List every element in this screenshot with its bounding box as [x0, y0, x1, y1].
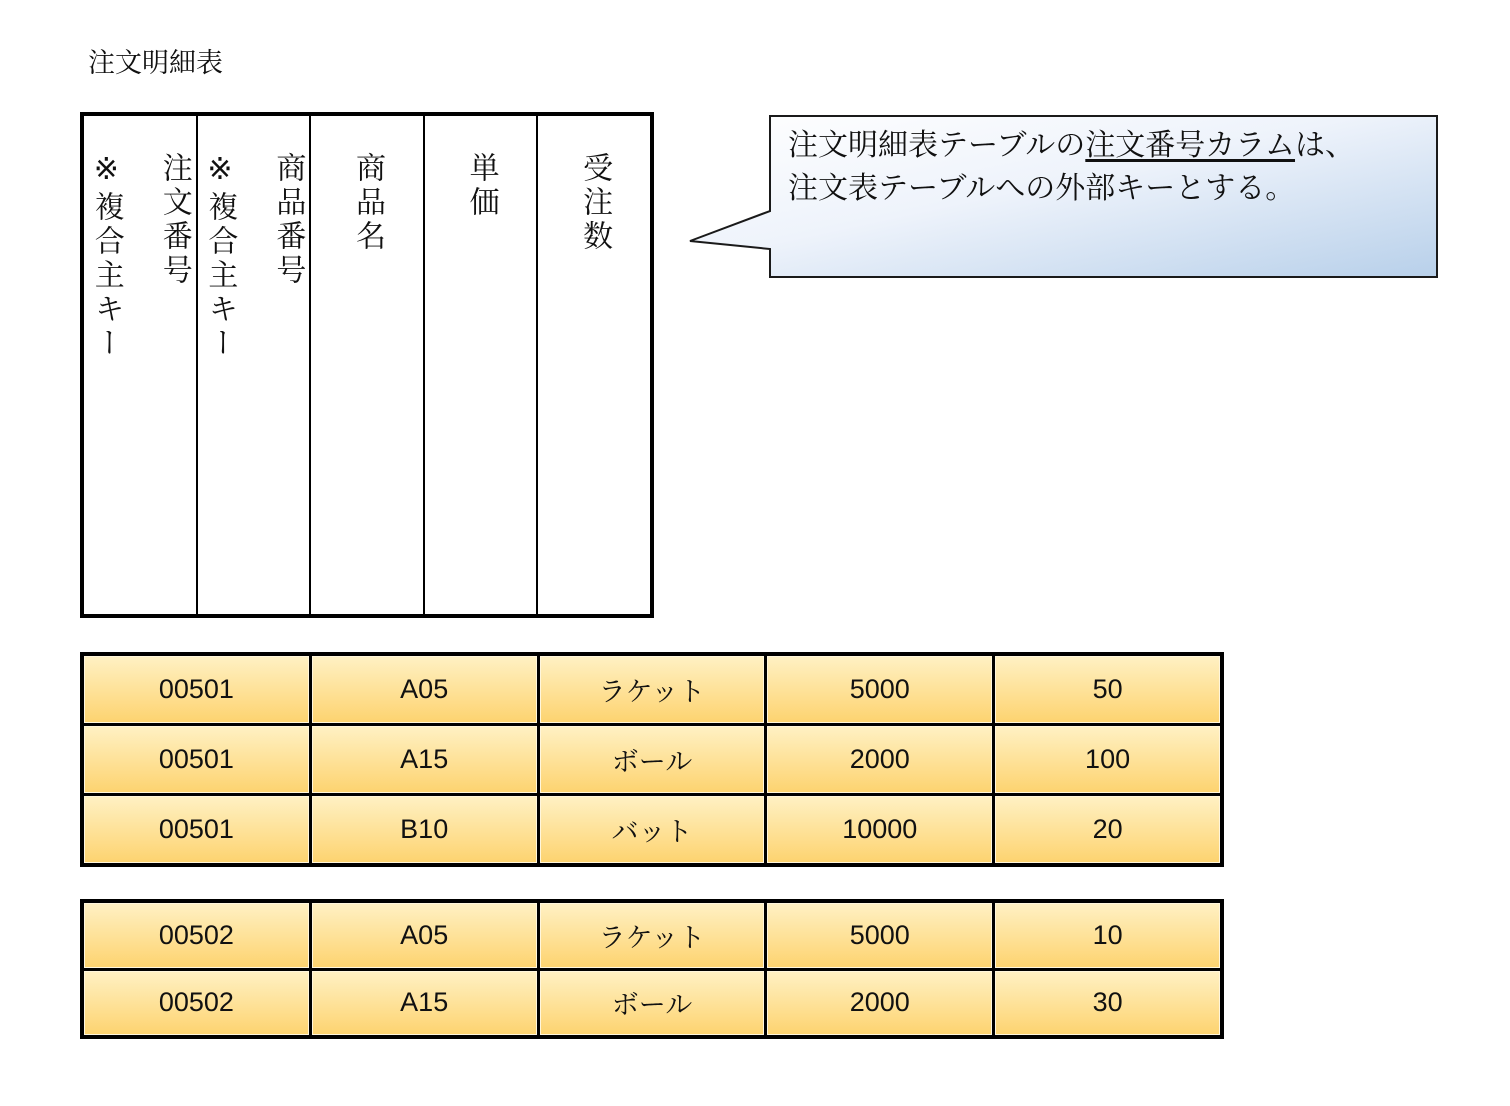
order-detail-group-2 — [80, 899, 1224, 1039]
unit-price-cell: 5000 — [767, 656, 992, 723]
page-title: 注文明細表 — [88, 48, 223, 79]
product-number-cell: A05 — [312, 903, 537, 968]
schema-label: 単価 — [463, 152, 499, 220]
product-name-cell: バット — [540, 796, 765, 863]
product-number-cell: A15 — [312, 971, 537, 1036]
quantity-cell: 100 — [995, 726, 1220, 793]
product-number-cell: A15 — [312, 726, 537, 793]
schema-label: 商品名 — [349, 152, 385, 254]
order-number-cell: 00502 — [84, 903, 309, 968]
order-number-cell: 00501 — [84, 656, 309, 723]
product-name-cell: ボール — [540, 971, 765, 1036]
product-name-cell: ボール — [540, 726, 765, 793]
table-row — [84, 903, 1220, 968]
product-number-cell: B10 — [312, 796, 537, 863]
table-row — [84, 796, 1220, 863]
order-number-cell: 00502 — [84, 971, 309, 1036]
schema-label: 受注数 — [577, 152, 613, 254]
callout-line-2: 注文表テーブルへの外部キーとする。 — [788, 171, 1296, 206]
callout-line-1-prefix: 注文明細表テーブルの — [788, 128, 1086, 163]
schema-label: 商品番号 ※複合主キー — [202, 152, 306, 361]
quantity-cell: 20 — [995, 796, 1220, 863]
callout-line-1 — [788, 124, 1428, 167]
product-number-cell: A05 — [312, 656, 537, 723]
unit-price-cell: 10000 — [767, 796, 992, 863]
callout-line-1-suffix: は、 — [1295, 128, 1356, 163]
order-detail-group-1 — [80, 652, 1224, 867]
quantity-cell: 10 — [995, 903, 1220, 968]
table-row — [84, 726, 1220, 793]
table-row — [84, 971, 1220, 1036]
product-name-cell: ラケット — [540, 903, 765, 968]
unit-price-cell: 2000 — [767, 726, 992, 793]
unit-price-cell: 2000 — [767, 971, 992, 1036]
order-number-cell: 00501 — [84, 726, 309, 793]
order-number-cell: 00501 — [84, 796, 309, 863]
table-row — [84, 656, 1220, 723]
quantity-cell: 50 — [995, 656, 1220, 723]
quantity-cell: 30 — [995, 971, 1220, 1036]
callout-underlined-term: 注文番号カラム — [1085, 128, 1296, 163]
unit-price-cell: 5000 — [767, 903, 992, 968]
schema-label: 注文番号 ※複合主キー — [88, 152, 192, 361]
callout-text — [788, 124, 1428, 210]
product-name-cell: ラケット — [540, 656, 765, 723]
